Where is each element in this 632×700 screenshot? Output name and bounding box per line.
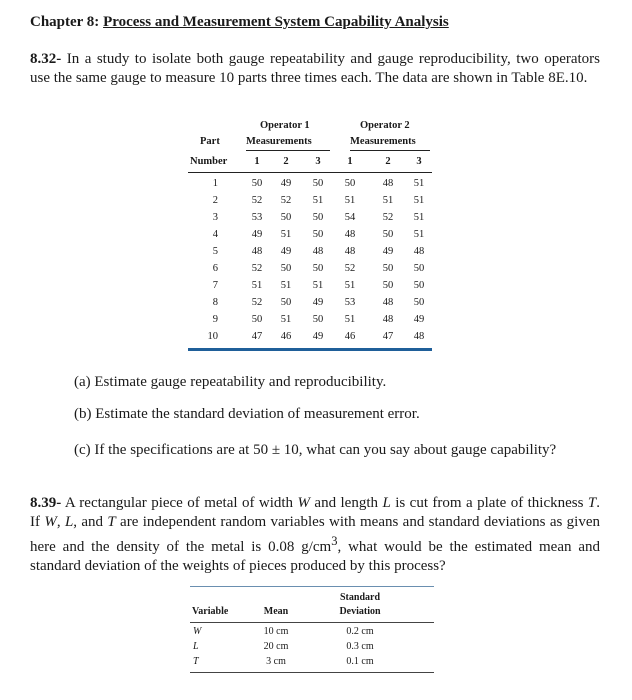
- measurement-cell: 51: [251, 280, 263, 291]
- measurement-cell: 50: [312, 178, 324, 189]
- measurement-cell: 49: [312, 297, 324, 308]
- sd-cell: 0.3 cm: [346, 641, 374, 652]
- table-bottom-rule: [190, 672, 434, 673]
- question-a: (a) Estimate gauge repeatability and reproducibility.: [74, 374, 387, 390]
- measurement-table: [188, 118, 432, 354]
- problem-text: A rectangular piece of metal of width: [64, 495, 298, 511]
- measurement-cell: 53: [344, 297, 356, 308]
- measurement-cell: 49: [251, 229, 263, 240]
- variable-cell: W: [193, 626, 202, 637]
- problem-text: In a study to isolate both gauge repeatability and gauge reproducibility, two operators use the same gauge to measure 10 parts three times each. The data are shown in Table 8E.10.: [30, 51, 601, 86]
- measurement-cell: 50: [312, 212, 324, 223]
- problem-text: , and: [73, 514, 108, 530]
- part-number-cell: 3: [212, 212, 218, 223]
- trial-header: 2: [283, 156, 289, 167]
- problem-number: 8.32-: [30, 51, 62, 67]
- dimensions-table: [190, 586, 434, 676]
- measurement-cell: 48: [382, 314, 394, 325]
- measurement-cell: 48: [344, 246, 356, 257]
- sd-cell: 0.1 cm: [346, 656, 374, 667]
- measurement-cell: 48: [413, 331, 425, 342]
- variable-cell: T: [193, 656, 199, 667]
- variable-w: W: [44, 514, 57, 530]
- part-number-cell: 9: [212, 314, 218, 325]
- measurement-cell: 50: [312, 263, 324, 274]
- measurement-cell: 51: [413, 212, 425, 223]
- measurement-cell: 49: [382, 246, 394, 257]
- problem-text: and length: [309, 495, 383, 511]
- problem-text: , what would be the estimated mean and standard deviation of the weights of pieces produced by this process?: [30, 539, 600, 574]
- problem-8-32: [30, 50, 600, 88]
- measurement-cell: 50: [413, 263, 425, 274]
- variable-header: Variable: [192, 606, 229, 617]
- measurement-cell: 48: [344, 229, 356, 240]
- part-number-cell: 2: [212, 195, 218, 206]
- measurement-cell: 48: [413, 246, 425, 257]
- measurement-cell: 52: [251, 195, 263, 206]
- part-number-cell: 6: [212, 263, 218, 274]
- variable-cell: L: [193, 641, 199, 652]
- question-c: (c) If the specifications are at 50 ± 10, what can you say about gauge capability?: [74, 442, 557, 458]
- header-rule: [190, 622, 434, 623]
- measurement-cell: 48: [382, 178, 394, 189]
- measurement-cell: 48: [251, 246, 263, 257]
- measurement-cell: 51: [280, 314, 292, 325]
- operator-2-title: Operator 2: [360, 120, 410, 131]
- problem-text: ,: [56, 514, 65, 530]
- measurement-cell: 50: [280, 212, 292, 223]
- problem-number: 8.39-: [30, 495, 62, 511]
- variable-t: T: [107, 514, 116, 530]
- operator-2-rule: [350, 150, 430, 151]
- measurement-cell: 48: [312, 246, 324, 257]
- measurement-cell: 50: [382, 280, 394, 291]
- mean-cell: 10 cm: [263, 626, 289, 637]
- measurement-cell: 47: [251, 331, 263, 342]
- measurement-cell: 47: [382, 331, 394, 342]
- measurement-cell: 51: [280, 280, 292, 291]
- variable-w: W: [297, 495, 310, 511]
- mean-header: Mean: [263, 606, 289, 617]
- measurement-cell: 46: [280, 331, 292, 342]
- superscript: 3: [331, 534, 338, 548]
- measurement-cell: 53: [251, 212, 263, 223]
- measurement-cell: 52: [344, 263, 356, 274]
- number-header: Number: [190, 156, 228, 167]
- trial-header: 2: [385, 156, 391, 167]
- header-rule: [188, 172, 432, 173]
- measurement-cell: 51: [413, 178, 425, 189]
- chapter-title: Process and Measurement System Capability Analysis: [103, 14, 449, 30]
- operator-1-rule: [246, 150, 330, 151]
- measurement-cell: 54: [344, 212, 356, 223]
- measurement-cell: 50: [280, 263, 292, 274]
- measurement-cell: 52: [251, 263, 263, 274]
- measurement-cell: 50: [413, 280, 425, 291]
- measurement-cell: 50: [413, 297, 425, 308]
- measurement-cell: 51: [344, 280, 356, 291]
- operator-2-measurements: Measurements: [350, 136, 416, 147]
- trial-header: 3: [315, 156, 321, 167]
- mean-cell: 3 cm: [266, 656, 286, 667]
- measurement-cell: 50: [251, 314, 263, 325]
- variable-t: T: [587, 495, 597, 511]
- measurement-cell: 50: [312, 229, 324, 240]
- operator-1-title: Operator 1: [260, 120, 310, 131]
- measurement-cell: 51: [382, 195, 394, 206]
- mean-cell: 20 cm: [263, 641, 289, 652]
- measurement-cell: 51: [312, 195, 324, 206]
- part-number-cell: 5: [212, 246, 218, 257]
- part-number-cell: 4: [212, 229, 218, 240]
- table-top-rule: [190, 586, 434, 587]
- measurement-cell: 49: [280, 246, 292, 257]
- measurement-cell: 51: [280, 229, 292, 240]
- sd-cell: 0.2 cm: [346, 626, 374, 637]
- measurement-cell: 46: [344, 331, 356, 342]
- part-number-cell: 7: [212, 280, 218, 291]
- measurement-cell: 51: [312, 280, 324, 291]
- measurement-cell: 51: [413, 195, 425, 206]
- table-bottom-rule: [188, 348, 432, 351]
- measurement-cell: 48: [382, 297, 394, 308]
- measurement-cell: 52: [251, 297, 263, 308]
- sd-header-line1: Standard: [339, 592, 380, 603]
- measurement-cell: 52: [280, 195, 292, 206]
- measurement-cell: 51: [344, 195, 356, 206]
- trial-header: 3: [416, 156, 422, 167]
- measurement-cell: 49: [413, 314, 425, 325]
- trial-header: 1: [347, 156, 353, 167]
- variable-l: L: [64, 514, 74, 530]
- measurement-cell: 49: [280, 178, 292, 189]
- part-number-cell: 10: [207, 331, 218, 342]
- problem-text: are independent random variables with means and standard deviations as given here and the density of the metal is 0.08 g/cm: [30, 514, 600, 555]
- operator-1-measurements: Measurements: [246, 136, 312, 147]
- part-number-cell: 1: [212, 178, 218, 189]
- chapter-heading: [30, 14, 449, 31]
- variable-l: L: [382, 495, 391, 511]
- part-number-cell: 8: [212, 297, 218, 308]
- measurement-cell: 51: [413, 229, 425, 240]
- problem-text: is cut from a plate of thickness: [390, 495, 588, 511]
- measurement-cell: 49: [312, 331, 324, 342]
- measurement-cell: 50: [382, 263, 394, 274]
- chapter-label: Chapter 8:: [30, 14, 100, 30]
- measurement-cell: 52: [382, 212, 394, 223]
- trial-header: 1: [254, 156, 260, 167]
- problem-text: . If: [30, 495, 600, 530]
- problem-8-39: [30, 494, 600, 576]
- measurement-cell: 50: [344, 178, 356, 189]
- measurement-cell: 50: [312, 314, 324, 325]
- part-header: Part: [200, 136, 220, 147]
- measurement-cell: 50: [280, 297, 292, 308]
- measurement-cell: 51: [344, 314, 356, 325]
- measurement-cell: 50: [251, 178, 263, 189]
- measurement-cell: 50: [382, 229, 394, 240]
- sd-header-line2: Deviation: [339, 606, 381, 617]
- question-b: (b) Estimate the standard deviation of measurement error.: [74, 406, 420, 422]
